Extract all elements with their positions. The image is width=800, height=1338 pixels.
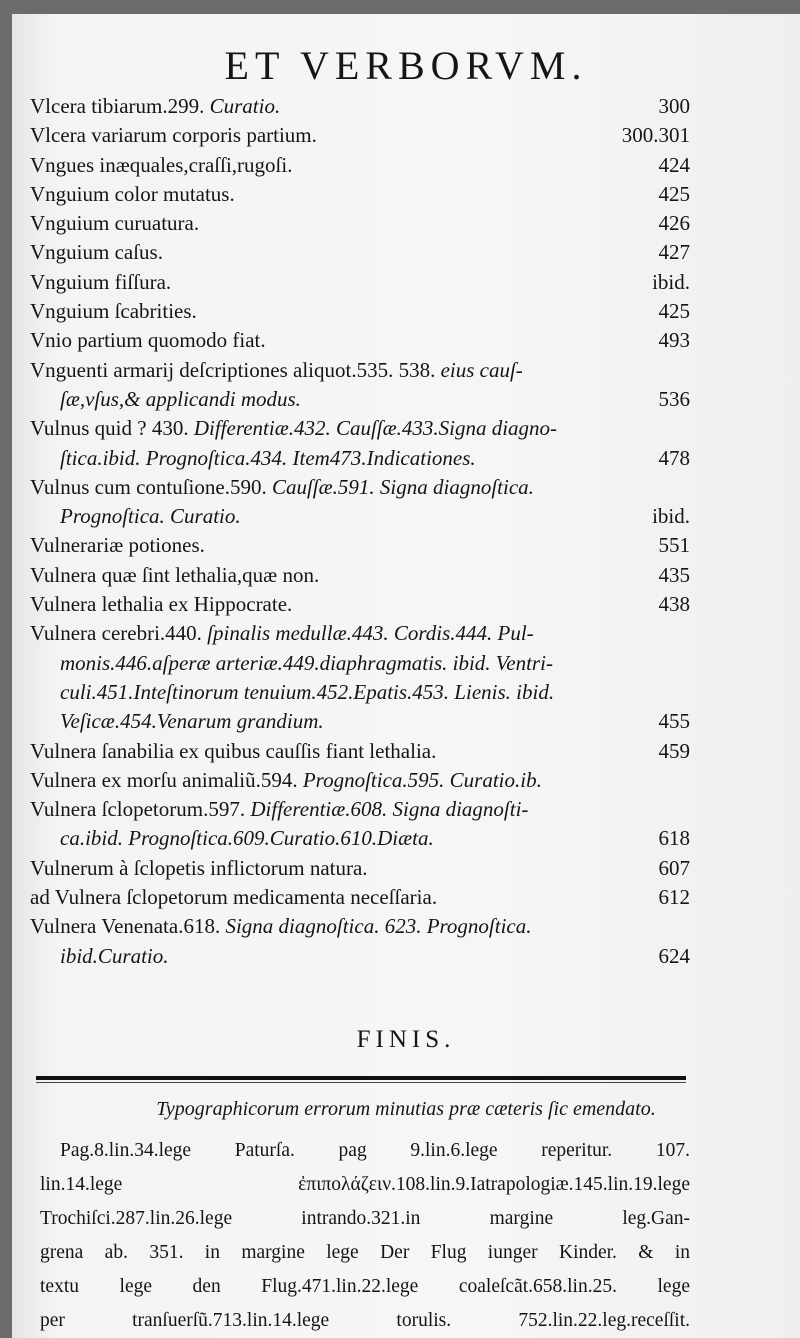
errata-heading: Typographicorum errorum minutias præ cæteris ſic emendato.	[156, 1098, 656, 1120]
entry-text	[30, 414, 557, 443]
entry-text	[30, 766, 542, 795]
entry-page-number: 536	[658, 386, 690, 411]
index-entry	[30, 209, 690, 238]
index-entry	[30, 238, 690, 267]
entry-page-number: ibid.	[652, 504, 690, 529]
index-entry	[30, 766, 690, 795]
entry-italic: ibid.Curatio.	[60, 943, 169, 968]
index-entry	[30, 180, 690, 209]
entry-text	[30, 883, 437, 912]
entry-italic: ſpinalis medullæ.443. Cordis.444. Pul-	[207, 621, 534, 646]
entry-italic: Differentiæ.608. Signa diagnoſti-	[250, 797, 529, 822]
entry-heading: Vnguium fiſſura.	[30, 269, 172, 294]
running-head: ET VERBORVM.	[224, 43, 588, 88]
entry-heading: ad Vulnera ſclopetorum medicamenta neceſſaria.	[30, 885, 438, 910]
errata-body	[40, 1134, 690, 1338]
entry-page-number: 438	[658, 592, 690, 617]
finis-heading: FINIS.	[356, 1026, 456, 1053]
entry-heading: Vulnera ſanabilia ex quibus cauſſis fiant lethalia.	[30, 738, 437, 763]
entry-page-number: 435	[658, 562, 690, 587]
entry-text	[30, 942, 169, 971]
index-entry	[30, 297, 690, 326]
entry-italic: ſæ,vſus,& applicandi modus.	[60, 386, 301, 411]
entry-text	[30, 268, 171, 297]
entry-text	[30, 92, 280, 121]
entry-text	[30, 678, 554, 707]
entry-heading: Vnguium color mutatus.	[30, 181, 235, 206]
entry-heading: Vulnera cerebri.440.	[30, 621, 202, 646]
entry-text	[30, 121, 317, 150]
index-entry	[30, 473, 690, 502]
entry-text	[30, 795, 528, 824]
index-entry	[30, 883, 690, 912]
entry-page-number: 455	[658, 709, 690, 734]
errata-line: lin.14.lege ἐπιπολάζειν.108.lin.9.Iatrapologiæ.145.lin.19.lege	[40, 1174, 690, 1195]
errata-line: grena ab. 351. in margine lege Der Flug iunger Kinder. & in	[40, 1242, 690, 1263]
entry-text	[30, 590, 292, 619]
entry-heading: Vulnerariæ potiones.	[30, 533, 205, 558]
index-entry	[30, 854, 690, 883]
entry-heading: Vulnera quæ ſint lethalia,quæ non.	[30, 562, 320, 587]
entry-italic: Veſicæ.454.Venarum grandium.	[60, 709, 324, 734]
entry-page-number: ibid.	[652, 269, 690, 294]
index-entry	[30, 531, 690, 560]
index-entry	[30, 824, 690, 853]
entry-heading: Vnguium caſus.	[30, 240, 163, 265]
entry-text	[30, 297, 197, 326]
index-entry	[30, 678, 690, 707]
entry-italic: Cauſſæ.591. Signa diagnoſtica.	[271, 474, 534, 499]
entry-heading: Vnguenti armarij deſcriptiones aliquot.535. 538.	[30, 357, 436, 382]
entry-italic: culi.451.Inteſtinorum tenuium.452.Epatis.453. Lienis. ibid.	[60, 679, 555, 704]
entry-page-number: 425	[658, 181, 690, 206]
entry-text	[30, 209, 199, 238]
index-entry	[30, 414, 690, 443]
entry-text	[30, 385, 301, 414]
entry-heading: Vnguium curuatura.	[30, 211, 200, 236]
index-entry	[30, 795, 690, 824]
entry-page-number: 618	[658, 826, 690, 851]
entry-page-number: 607	[658, 855, 690, 880]
index-entry	[30, 151, 690, 180]
entry-text	[30, 444, 476, 473]
entry-italic: Signa diagnoſtica. 623. Prognoſtica.	[225, 914, 532, 939]
index-entry	[30, 707, 690, 736]
entry-text	[30, 326, 266, 355]
entry-text	[30, 473, 534, 502]
entry-page-number: 493	[658, 328, 690, 353]
entry-heading: Vngues inæquales,craſſi,rugoſi.	[30, 152, 293, 177]
entry-heading: Vulnera lethalia ex Hippocrate.	[30, 592, 293, 617]
entry-text	[30, 737, 436, 766]
entry-italic: Curatio.	[209, 94, 281, 118]
entry-page-number: 624	[658, 943, 690, 968]
index-entry	[30, 356, 690, 385]
index-entry	[30, 502, 690, 531]
index-entry	[30, 121, 690, 150]
entry-page-number: 459	[658, 738, 690, 763]
entry-italic: monis.446.aſperæ arteriæ.449.diaphragmatis. ibid. Ventri-	[60, 650, 553, 675]
entry-heading: Vlcera variarum corporis partium.	[30, 123, 317, 148]
entry-text	[30, 824, 434, 853]
entry-text	[30, 561, 319, 590]
entry-page-number: 425	[658, 299, 690, 324]
index-entry	[30, 912, 690, 941]
index-entry	[30, 942, 690, 971]
entry-heading: Vnguium ſcabrities.	[30, 299, 197, 324]
index-entry	[30, 590, 690, 619]
entry-page-number: 424	[658, 152, 690, 177]
index-entry	[30, 737, 690, 766]
entry-text	[30, 912, 532, 941]
index-entry	[30, 385, 690, 414]
index-entry	[30, 649, 690, 678]
errata-line: Pag.8.lin.34.lege Paturſa. pag 9.lin.6.lege reperitur. 107.	[60, 1140, 690, 1161]
index-entry	[30, 326, 690, 355]
entry-text	[30, 854, 368, 883]
divider-rule-thin	[36, 1082, 686, 1083]
entry-heading: Vulnerum à ſclopetis inflictorum natura.	[30, 855, 368, 880]
entry-text	[30, 531, 205, 560]
entry-heading: Vulnera Venenata.618.	[30, 914, 221, 939]
entry-heading: Vulnus cum contuſione.590.	[30, 474, 267, 499]
index-entries	[30, 92, 690, 971]
index-entry	[30, 561, 690, 590]
index-entry	[30, 268, 690, 297]
entry-page-number: 427	[658, 240, 690, 265]
entry-text	[30, 502, 241, 531]
entry-text	[30, 238, 163, 267]
entry-italic: ſtica.ibid. Prognoſtica.434. Item473.Indicationes.	[60, 445, 476, 470]
entry-italic: Differentiæ.432. Cauſſæ.433.Signa diagno-	[193, 416, 558, 441]
book-page	[12, 14, 800, 1338]
entry-italic: Prognoſtica. Curatio.	[60, 504, 241, 529]
entry-text	[30, 356, 523, 385]
entry-italic: eius cauſ-	[440, 357, 523, 382]
entry-text	[30, 151, 292, 180]
errata-line: Trochiſci.287.lin.26.lege intrando.321.in margine leg.Gan-	[40, 1208, 690, 1229]
errata-line: per tranſuerſũ.713.lin.14.lege torulis. 752.lin.22.leg.receſſit.	[40, 1310, 690, 1331]
entry-heading: Vulnera ex morſu animaliũ.594.	[30, 767, 298, 792]
entry-page-number: 612	[658, 885, 690, 910]
entry-heading: Vulnus quid ? 430.	[30, 416, 189, 441]
entry-page-number: 551	[658, 533, 690, 558]
entry-heading: Vulnera ſclopetorum.597.	[30, 797, 246, 822]
entry-page-number: 426	[658, 211, 690, 236]
index-entry	[30, 92, 690, 121]
entry-italic: Prognoſtica.595. Curatio.ib.	[302, 767, 542, 792]
index-entry	[30, 619, 690, 648]
index-entry	[30, 444, 690, 473]
errata-line: textu lege den Flug.471.lin.22.lege coaleſcãt.658.lin.25. lege	[40, 1276, 690, 1297]
divider-rule	[36, 1076, 686, 1080]
entry-page-number: 300	[658, 94, 690, 118]
entry-heading: Vlcera tibiarum.299.	[30, 94, 205, 118]
entry-page-number: 478	[658, 445, 690, 470]
entry-text	[30, 619, 534, 648]
entry-text	[30, 180, 235, 209]
entry-italic: ca.ibid. Prognoſtica.609.Curatio.610.Diæta.	[60, 826, 434, 851]
entry-text	[30, 707, 324, 736]
entry-page-number: 300.301	[621, 123, 690, 148]
entry-heading: Vnio partium quomodo fiat.	[30, 328, 266, 353]
entry-text	[30, 649, 553, 678]
